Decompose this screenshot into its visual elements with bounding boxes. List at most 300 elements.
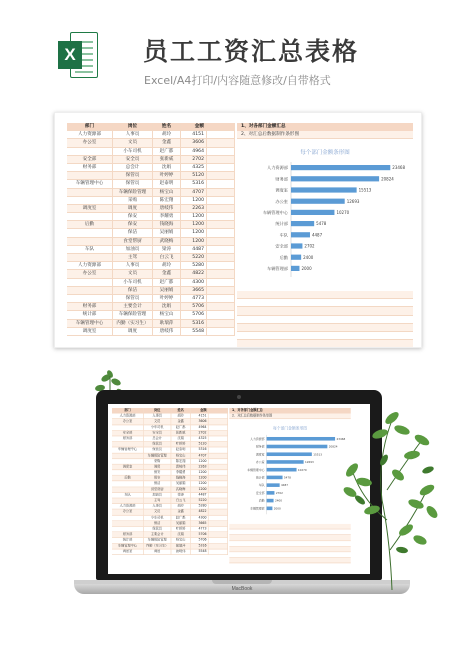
table-cell: 办公室: [67, 139, 113, 147]
laptop-bar-value-label: 23468: [336, 436, 346, 441]
blank-cell: [207, 270, 235, 278]
laptop-table-cell: 文员: [144, 510, 172, 516]
summary-section-title: 1、对各部门金额汇总: [237, 123, 413, 131]
table-cell: 5120: [181, 172, 207, 180]
table-cell: 采购: [113, 197, 153, 205]
table-cell: 车辆管理中心: [67, 180, 113, 188]
table-row: [67, 164, 235, 172]
laptop-table-cell: 杨宝山: [171, 453, 190, 459]
laptop-category-label: 财务部: [255, 444, 265, 449]
table-row: [67, 328, 235, 336]
table-row: [67, 197, 235, 205]
laptop-chart-title: 每个部门金额条形图: [272, 425, 308, 431]
blank-cell: [207, 148, 235, 156]
laptop-table-cell: 李耀勇: [171, 470, 190, 476]
table-cell: 财务部: [67, 303, 113, 311]
bar: [291, 255, 301, 260]
laptop-table-cell: 财务部: [112, 436, 144, 442]
laptop-table-cell: 保管员: [144, 442, 172, 448]
column-header: 金额: [181, 123, 207, 131]
table-cell: [67, 213, 113, 221]
table-cell: 人力资源部: [67, 262, 113, 270]
laptop-bar-value-label: 15513: [313, 452, 322, 457]
laptop-bar-value-label: 10270: [297, 467, 307, 472]
table-cell: 文员: [113, 139, 153, 147]
laptop-table-cell: 吴丽娟: [171, 521, 190, 527]
table-cell: 陈宏翔: [153, 197, 181, 205]
blank-cell: [207, 254, 235, 262]
laptop-category-label: 办公室: [255, 460, 265, 465]
table-cell: 人力资源部: [67, 131, 113, 139]
category-label: 车辆管理部: [267, 266, 288, 271]
table-cell: 4822: [181, 270, 207, 278]
blank-cell: [207, 180, 235, 188]
table-cell: [67, 172, 113, 180]
laptop-table-cell: 办公室: [112, 419, 144, 425]
category-label: 办公室: [275, 198, 288, 204]
spreadsheet-preview: [54, 112, 422, 348]
excel-badge: X: [58, 41, 82, 69]
blank-cell: [207, 328, 235, 336]
bar: [291, 243, 302, 248]
laptop-table-cell: 1200: [191, 476, 209, 482]
table-cell: 保洁: [113, 287, 153, 295]
table-cell: [67, 197, 113, 205]
bar: [291, 221, 314, 226]
bar-value-label: 23468: [392, 165, 406, 171]
laptop-table-cell: 总会计: [144, 436, 172, 442]
laptop-bar-value-label: 5478: [283, 475, 291, 480]
table-cell: 车辆保险管理: [113, 311, 153, 319]
table-cell: 主驾: [113, 254, 153, 262]
table-cell: 4325: [181, 164, 207, 172]
laptop-table-cell: 4707: [191, 453, 209, 459]
table-cell: 赵泰明: [153, 180, 181, 188]
table-cell: 保安: [113, 221, 153, 229]
laptop-table-cell: 保安: [144, 470, 172, 476]
laptop-brand: MacBook: [231, 586, 253, 592]
blank-cell: [207, 320, 235, 328]
table-cell: 张新威: [153, 156, 181, 164]
laptop-table-cell: 叶婷婷: [171, 527, 190, 533]
table-row: [67, 270, 235, 278]
table-cell: 2702: [181, 156, 207, 164]
table-cell: 主要会计: [113, 303, 153, 311]
laptop-table-cell: 人力资源部: [112, 414, 144, 420]
table-cell: 统计部: [67, 311, 113, 319]
blank-cell: [207, 172, 235, 180]
laptop-table-cell: 耿瑞萍: [171, 544, 190, 550]
table-row: [67, 189, 235, 197]
table-cell: 调度室: [67, 205, 113, 213]
table-cell: 总会计: [113, 164, 153, 172]
table-cell: 加油员: [113, 246, 153, 254]
table-cell: 梁涛: [153, 246, 181, 254]
table-cell: 4964: [181, 148, 207, 156]
laptop-table-cell: 钱晓海: [171, 476, 190, 482]
laptop-table-cell: 梁涛: [171, 493, 190, 499]
table-cell: 人事员: [113, 131, 153, 139]
bar-value-label: 10270: [336, 210, 350, 215]
laptop-table-cell: 胡玲: [171, 414, 190, 420]
page-subtitle: Excel/A4打印/内容随意修改/自带格式: [144, 74, 331, 87]
table-cell: 1200: [181, 213, 207, 221]
table-row: [67, 172, 235, 180]
laptop-table-cell: 保管员: [144, 527, 172, 533]
laptop-bar: [267, 452, 312, 456]
table-cell: 5316: [181, 180, 207, 188]
laptop-bar-value-label: 12693: [304, 460, 314, 465]
table-cell: 胡玲: [153, 131, 181, 139]
laptop-table-cell: 人事员: [144, 414, 172, 420]
laptop-table-cell: 小车司机: [144, 425, 172, 431]
bar-value-label: 15513: [358, 187, 372, 193]
bar-value-label: 5478: [316, 221, 327, 227]
laptop-table-cell: 张新威: [171, 431, 190, 437]
table-cell: 1200: [181, 238, 207, 246]
table-cell: 杨宝山: [153, 311, 181, 319]
table-row: [67, 131, 235, 139]
table-cell: 车辆管理中心: [67, 320, 113, 328]
table-cell: 沈娟: [153, 164, 181, 172]
bar: [291, 266, 299, 271]
table-cell: 4151: [181, 131, 207, 139]
table-cell: 调度室: [67, 328, 113, 336]
laptop-table-cell: 白云飞: [171, 498, 190, 504]
laptop-table-cell: 内勤（实习生）: [144, 544, 172, 550]
table-cell: 5706: [181, 311, 207, 319]
table-row: [67, 148, 235, 156]
table-row: [67, 320, 235, 328]
blank-cell: [207, 139, 235, 147]
table-cell: 财务部: [67, 164, 113, 172]
summary-sub-title: 2、对汇总后数据制作条形图: [237, 131, 413, 139]
laptop-table-cell: 胡玲: [171, 504, 190, 510]
table-cell: 1200: [181, 221, 207, 229]
blank-cell: [207, 131, 235, 139]
laptop-table-cell: 4487: [191, 493, 209, 499]
laptop-table-cell: 2263: [191, 464, 209, 470]
laptop-table-cell: 5220: [191, 498, 209, 504]
table-cell: 钱晓海: [153, 221, 181, 229]
column-header: 姓名: [153, 123, 181, 131]
laptop-table-cell: 唐岐伟: [171, 464, 190, 470]
laptop-table-cell: 3606: [191, 419, 209, 425]
laptop-bar: [267, 460, 304, 464]
table-cell: 武晓梅: [153, 238, 181, 246]
laptop-table-cell: 加油员: [144, 493, 172, 499]
summary-grid-rows: [237, 291, 413, 348]
table-cell: 沈娟: [153, 303, 181, 311]
table-cell: 5220: [181, 254, 207, 262]
laptop-bar: [267, 499, 274, 503]
laptop-table-cell: 5280: [191, 504, 209, 510]
laptop-table-cell: 采购: [144, 459, 172, 465]
column-header: 部门: [67, 123, 113, 131]
laptop-bar: [267, 468, 297, 472]
laptop-table-cell: 4325: [191, 436, 209, 442]
laptop-screen: [108, 404, 370, 574]
category-label: 安全部: [275, 243, 288, 249]
table-cell: 金鑫: [153, 270, 181, 278]
blank-cell: [207, 156, 235, 164]
table-cell: 白云飞: [153, 254, 181, 262]
laptop-table-cell: 1200: [191, 481, 209, 487]
table-cell: 调度: [113, 205, 153, 213]
table-row: [67, 254, 235, 262]
table-header: [67, 123, 235, 131]
laptop-table-cell: 5548: [191, 549, 209, 555]
table-cell: [67, 229, 113, 237]
blank-cell: [207, 295, 235, 303]
table-cell: 5280: [181, 262, 207, 270]
laptop-category-label: 人力资源部: [250, 436, 265, 441]
table-cell: 5316: [181, 320, 207, 328]
laptop-table-cell: 4822: [191, 510, 209, 516]
laptop-table-cell: 安全员: [144, 431, 172, 437]
table-cell: 5706: [181, 303, 207, 311]
table-row: [67, 262, 235, 270]
laptop-table-cell: 保安: [144, 476, 172, 482]
laptop-table-cell: 保洁: [144, 521, 172, 527]
category-label: 调度室: [275, 187, 288, 193]
grid-row: [237, 324, 413, 332]
table-cell: 4707: [181, 189, 207, 197]
laptop-table-cell: 5706: [191, 538, 209, 544]
table-row: [67, 279, 235, 287]
laptop-notch: [212, 580, 272, 584]
category-label: 后勤: [279, 254, 288, 260]
blank-cell: [207, 205, 235, 213]
laptop-column-header: 姓名: [171, 408, 190, 414]
category-label: 财务部: [275, 176, 288, 182]
laptop-table-cell: 5706: [191, 532, 209, 538]
laptop-category-label: 车队: [258, 483, 265, 488]
bar: [291, 165, 390, 170]
bar-value-label: 2400: [303, 254, 314, 260]
blank-cell: [207, 229, 235, 237]
table-cell: [67, 287, 113, 295]
laptop-table-cell: 车辆保险管理: [144, 453, 172, 459]
laptop-summary-sub-title: 2、对汇总后数据制作条形图: [229, 414, 350, 420]
laptop-summary-section-title: 1、对各部门金额汇总: [229, 408, 350, 414]
laptop-blank-cell: [209, 549, 228, 555]
table-cell: [67, 189, 113, 197]
table-cell: 3606: [181, 139, 207, 147]
table-cell: [67, 279, 113, 287]
laptop-table-cell: 保洁: [144, 481, 172, 487]
laptop-category-label: 安全部: [255, 490, 265, 495]
bar: [291, 176, 379, 181]
table-cell: 安全部: [67, 156, 113, 164]
laptop-table-cell: 4964: [191, 425, 209, 431]
table-cell: 吴丽娟: [153, 287, 181, 295]
laptop-table-cell: 文员: [144, 419, 172, 425]
laptop-table-cell: 叶婷婷: [171, 442, 190, 448]
summary-panel: [237, 123, 413, 271]
laptop-table-cell: 安全部: [112, 431, 144, 437]
table-cell: 调度: [113, 328, 153, 336]
blank-cell: [207, 164, 235, 172]
laptop-table-cell: 吴丽娟: [171, 481, 190, 487]
laptop-table-cell: 4151: [191, 414, 209, 420]
laptop-table-cell: 1200: [191, 459, 209, 465]
laptop-table-cell: 调度室: [112, 464, 144, 470]
laptop-camera: [237, 395, 241, 399]
table-cell: 保管员: [113, 172, 153, 180]
laptop-table-cell: 车辆管理中心: [112, 544, 144, 550]
laptop-bar: [267, 445, 328, 449]
laptop-table-cell: 财务部: [112, 532, 144, 538]
bar: [291, 210, 334, 215]
category-label: 统计部: [275, 221, 288, 227]
laptop-screen-content: [112, 408, 366, 571]
laptop-category-label: 统计部: [255, 475, 265, 480]
table-cell: 唐岐伟: [153, 205, 181, 213]
table-row: [67, 156, 235, 164]
table-row: [67, 205, 235, 213]
laptop-category-label: 车辆管理部: [250, 506, 265, 511]
laptop-table-cell: 金鑫: [171, 419, 190, 425]
table-row: [67, 295, 235, 303]
table-row: [67, 229, 235, 237]
bar: [291, 232, 310, 237]
laptop-table-cell: 1200: [191, 487, 209, 493]
table-row: [67, 213, 235, 221]
table-cell: 内勤（实习生）: [113, 320, 153, 328]
table-cell: 安全员: [113, 156, 153, 164]
table-cell: 车队: [67, 246, 113, 254]
laptop-table-cell: 赵泰明: [171, 448, 190, 454]
table-row: [67, 238, 235, 246]
table-cell: 4773: [181, 295, 207, 303]
laptop-table-cell: 车队: [112, 493, 144, 499]
table-cell: 赵广都: [153, 148, 181, 156]
blank-cell: [207, 279, 235, 287]
grid-row: [237, 340, 413, 348]
category-label: 人力资源部: [267, 165, 288, 171]
grid-row: [237, 307, 413, 315]
laptop-table-cell: 赵广都: [171, 515, 190, 521]
table-cell: 杨宝山: [153, 189, 181, 197]
laptop-table-cell: 4773: [191, 527, 209, 533]
table-cell: 保安: [113, 213, 153, 221]
grid-row: [237, 316, 413, 324]
laptop-table-cell: 赵广都: [171, 425, 190, 431]
laptop-table-cell: 5120: [191, 442, 209, 448]
laptop-table-cell: 2702: [191, 431, 209, 437]
table-cell: 食堂帮厨: [113, 238, 153, 246]
bar-value-label: 4487: [311, 232, 323, 238]
laptop-table-cell: 后勤: [112, 476, 144, 482]
laptop-category-label: 后勤: [258, 498, 265, 503]
table-cell: 车辆保险管理: [113, 189, 153, 197]
laptop-bar: [267, 476, 283, 480]
table-cell: 胡玲: [153, 262, 181, 270]
grid-row: [237, 332, 413, 340]
table-cell: 1200: [181, 229, 207, 237]
table-cell: 保管员: [113, 180, 153, 188]
excel-logo-icon: [58, 32, 98, 78]
table-cell: 1200: [181, 197, 207, 205]
laptop-table-cell: 小车司机: [144, 515, 172, 521]
laptop-bar: [267, 483, 280, 487]
table-cell: 李耀勇: [153, 213, 181, 221]
laptop-bar: [267, 437, 336, 441]
laptop-table-cell: 1200: [191, 470, 209, 476]
bar-value-label: 20824: [381, 176, 394, 182]
laptop-table-cell: 人事员: [144, 504, 172, 510]
table-cell: 保管员: [113, 295, 153, 303]
blank-header-cell: [207, 123, 235, 131]
blank-cell: [207, 311, 235, 319]
table-cell: [67, 254, 113, 262]
laptop-bar-value-label: 2702: [275, 490, 283, 495]
laptop-table-cell: 食堂帮厨: [144, 487, 172, 493]
table-row: [67, 311, 235, 319]
laptop-bar-value-label: 20824: [328, 444, 338, 449]
table-row: [67, 180, 235, 188]
salary-table: [67, 123, 235, 336]
blank-cell: [207, 189, 235, 197]
grid-row: [237, 291, 413, 299]
laptop-table-cell: 车辆管理中心: [112, 448, 144, 454]
table-cell: 人事员: [113, 262, 153, 270]
bar: [291, 187, 357, 192]
laptop-table-cell: 沈娟: [171, 532, 190, 538]
plant-icon: [332, 400, 442, 590]
laptop-table-cell: 5316: [191, 448, 209, 454]
table-cell: 叶婷婷: [153, 172, 181, 180]
table-cell: 后勤: [67, 221, 113, 229]
table-cell: [67, 238, 113, 246]
laptop-table-cell: 3665: [191, 521, 209, 527]
bar-chart-svg: [237, 143, 413, 283]
table-cell: 小车司机: [113, 148, 153, 156]
table-cell: [67, 148, 113, 156]
laptop-table-cell: 调度: [144, 549, 172, 555]
table-cell: 办公室: [67, 270, 113, 278]
table-cell: 3665: [181, 287, 207, 295]
laptop-table-cell: 统计部: [112, 538, 144, 544]
table-row: [67, 221, 235, 229]
table-row: [67, 246, 235, 254]
laptop-table-cell: 人力资源部: [112, 504, 144, 510]
grid-row: [237, 299, 413, 307]
chart-title: 每个部门金额条形图: [300, 150, 350, 156]
laptop-table-cell: 调度: [144, 464, 172, 470]
laptop-table-cell: 唐岐伟: [171, 549, 190, 555]
table-cell: 小车司机: [113, 279, 153, 287]
bar-chart: [237, 143, 413, 283]
category-label: 车辆管理中心: [262, 210, 288, 215]
blank-cell: [207, 221, 235, 229]
table-cell: 5548: [181, 328, 207, 336]
bar: [291, 199, 345, 204]
table-cell: 文员: [113, 270, 153, 278]
laptop-table-cell: 保管员: [144, 448, 172, 454]
laptop-table-row: [112, 549, 228, 555]
page-title: 员工工资汇总表格: [143, 37, 360, 66]
table-cell: 耿瑞萍: [153, 320, 181, 328]
column-header: 岗位: [113, 123, 153, 131]
laptop-category-label: 车辆管理中心: [247, 467, 265, 472]
laptop-table-cell: 沈娟: [171, 436, 190, 442]
table-cell: 赵广都: [153, 279, 181, 287]
bar-value-label: 12693: [346, 198, 360, 204]
table-cell: 叶婷婷: [153, 295, 181, 303]
blank-cell: [207, 262, 235, 270]
